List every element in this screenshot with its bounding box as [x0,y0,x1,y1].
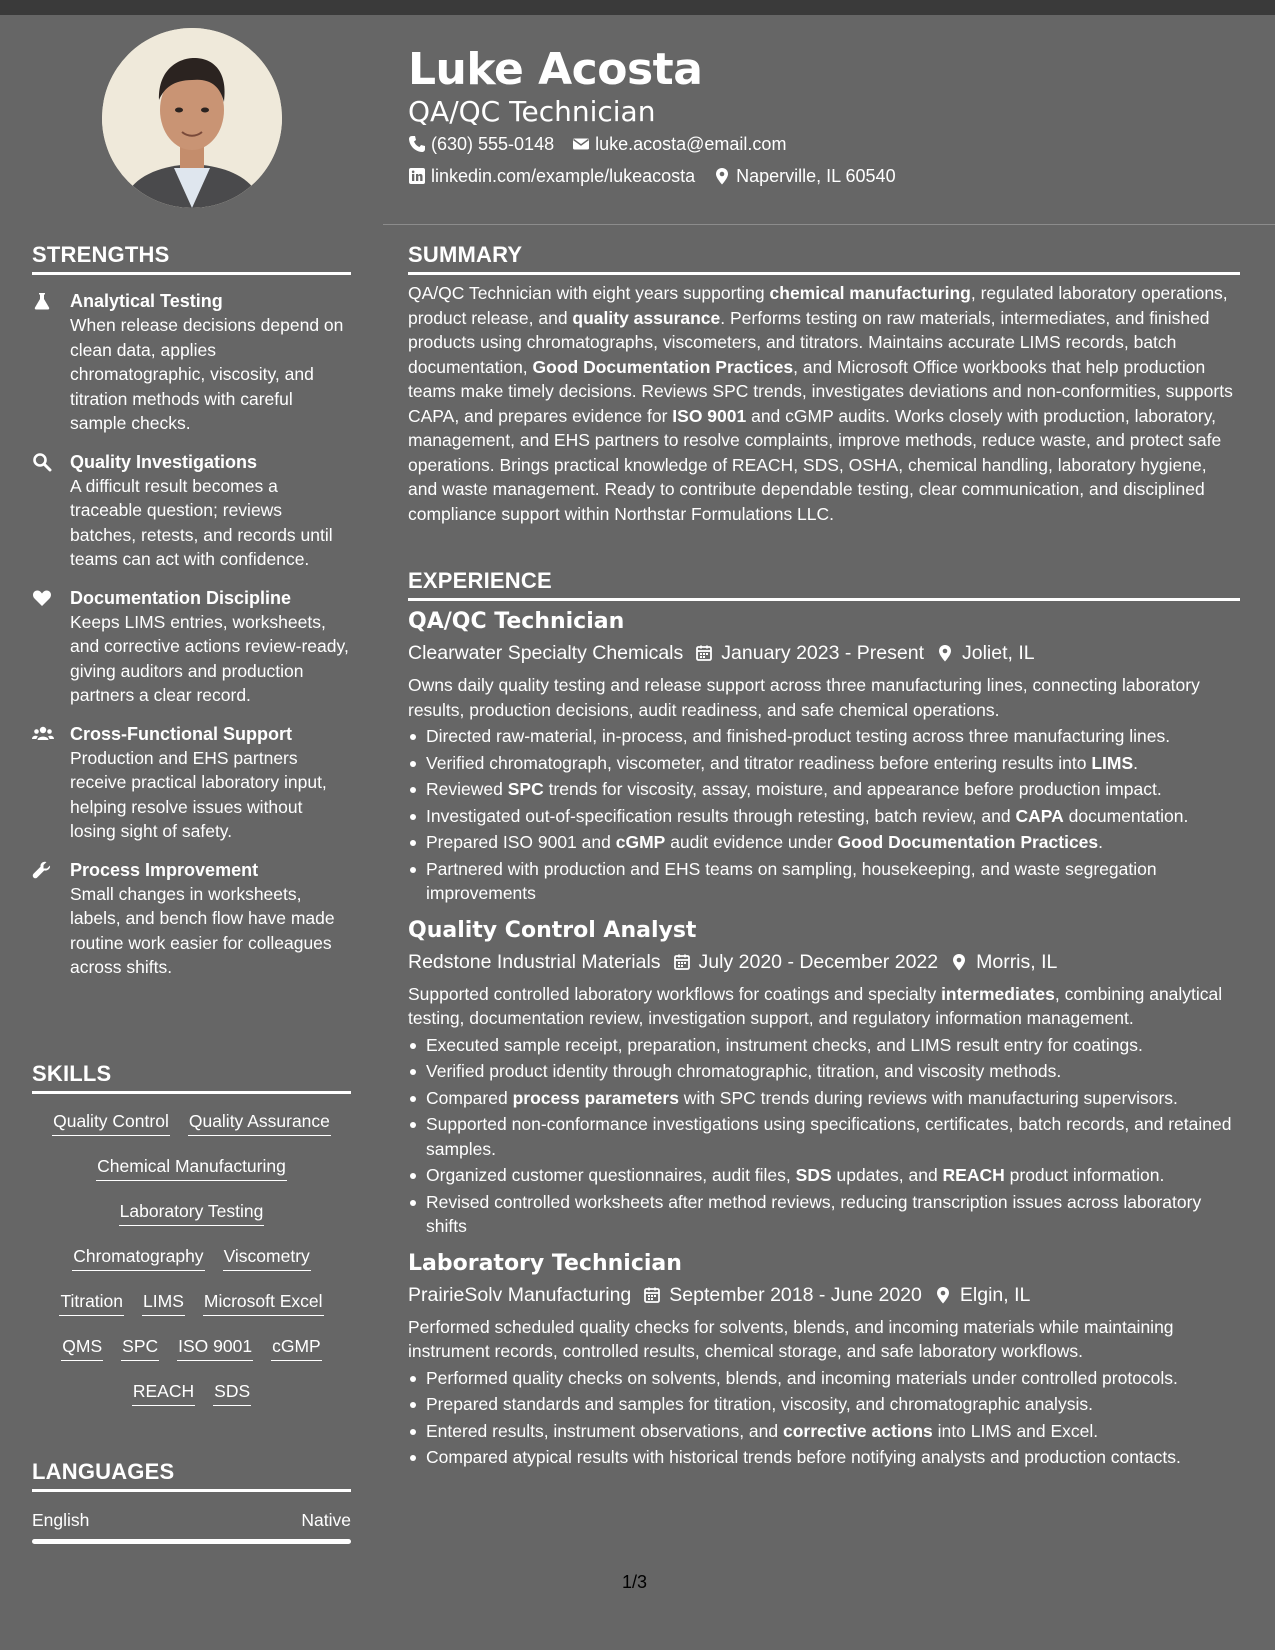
phone-contact[interactable] [408,132,554,156]
contact-line-2 [408,164,896,188]
emphasized-text: chemical manufacturing [769,283,971,303]
strength-description: When release decisions depend on clean data, applies chromatographic, viscosity, and titration methods with careful sample checks. [70,315,344,433]
skill-chip: SDS [213,1380,251,1406]
skill-chip: Laboratory Testing [119,1200,265,1226]
text-segment: and cGMP audits. Works closely with production, laboratory, management, and EHS partners to resolve complaints, improve methods, reduce waste, and protect safe operations. Brings practical knowledge of REACH, SDS, OSHA, chemical handling, laboratory hygiene, and waste management. Ready to contribute dependable testing, clear communication, and disciplined compliance support within Northstar Formulations LLC. [408,405,1222,524]
job-bullets [408,1033,1240,1239]
job-dates: January 2023 - Present [721,642,924,664]
skill-chip: LIMS [142,1290,185,1316]
text-segment: trends for viscosity, assay, moisture, and appearance before production impact. [543,779,1162,799]
text-segment: Reviewed [426,779,508,799]
flask-icon [32,289,70,436]
skill-chip: SPC [121,1335,159,1361]
text-segment: Supported non-conformance investigations using specifications, certificates, batch records, and retained samples. [426,1114,1232,1159]
experience-title: EXPERIENCE [408,568,1240,601]
job-title: QA/QC Technician [408,609,625,634]
bullet-item [408,1059,1240,1084]
search-icon [32,450,70,572]
linkedin-url: linkedin.com/example/lukeacosta [431,166,696,186]
bullet-item [408,804,1240,829]
emphasized-text: process parameters [512,1087,679,1108]
bullet-item [408,1033,1240,1058]
language-proficiency-bar [32,1539,351,1544]
bullet-item [408,1086,1240,1111]
location-contact [713,164,895,188]
bullet-item [408,857,1240,906]
phone-number: (630) 555-0148 [431,134,555,154]
text-segment: Directed raw-material, in-process, and finished-product testing across three manufacturing lines. [426,726,1171,746]
heart-icon [32,586,70,708]
top-bar [0,0,1275,15]
company-name: Clearwater Specialty Chemicals [408,642,684,664]
skill-chip: REACH [132,1380,195,1406]
skill-row [32,1335,351,1380]
strength-item [32,722,351,844]
text-segment: . [1098,832,1104,852]
map-pin-icon [936,644,954,662]
job-dates: July 2020 - December 2022 [698,950,939,973]
skill-row [32,1155,351,1200]
skill-chip: Chromatography [72,1245,204,1271]
email-contact[interactable] [572,132,786,156]
emphasized-text: LIMS [1091,752,1134,773]
bullet-item [408,1445,1240,1470]
strength-description: Production and EHS partners receive practical laboratory input, helping resolve issues without losing sight of safety. [70,747,327,841]
strength-title: Analytical Testing [70,291,223,311]
skill-row [32,1110,351,1155]
bullet-item [408,1419,1240,1444]
strength-item [32,450,351,572]
header-divider [383,224,1275,225]
email-address: luke.acosta@email.com [595,134,787,154]
job-intro [408,1315,1240,1364]
text-segment: Supported controlled laboratory workflows for coatings and specialty [408,983,942,1004]
summary-section [408,242,1240,526]
skill-chip: QMS [61,1335,103,1361]
job-list [408,607,1240,1470]
job-entry [408,916,1240,1239]
text-segment: Verified chromatograph, viscometer, and titrator readiness before entering results into [426,752,1092,773]
job-entry [408,1249,1240,1470]
strength-description: A difficult result becomes a traceable question; reviews batches, retests, and records until teams can act with confidence. [70,475,333,569]
skill-chip: Quality Control [52,1110,170,1136]
wrench-icon [32,858,70,980]
text-segment: Compared atypical results with historical trends before notifying analysts and production contacts. [426,1447,1181,1467]
bullet-item [408,1190,1240,1239]
text-segment: Prepared ISO 9001 and [426,832,616,852]
text-segment: Owns daily quality testing and release support across three manufacturing lines, connecting laboratory results, production decisions, audit readiness, and safe chemical operations. [408,675,1200,720]
language-name: English [32,1510,90,1530]
text-segment: Compared [426,1087,513,1108]
language-row [32,1510,351,1531]
job-location: Elgin, IL [959,1283,1031,1306]
skills-title: SKILLS [32,1061,351,1094]
skill-row [32,1380,351,1425]
calendar-icon [695,644,713,662]
emphasized-text: CAPA [1015,805,1064,826]
job-bullets [408,724,1240,906]
page-number: 1/3 [622,1572,648,1592]
emphasized-text: Good Documentation Practices [532,356,794,377]
text-segment: Investigated out-of-specification results through retesting, batch review, and [426,805,1016,826]
text-segment: Performed scheduled quality checks for solvents, blends, and incoming materials while maintaining instrument records, controlled results, chemical storage, and safe laboratory workflows. [408,1316,1174,1361]
strength-title: Process Improvement [70,859,259,880]
envelope-icon [572,135,590,153]
job-bullets [408,1366,1240,1470]
strength-description: Small changes in worksheets, labels, and bench flow have made routine work easier for colleagues across shifts. [70,883,335,977]
text-segment: . [1133,752,1139,773]
strength-item [32,858,351,980]
emphasized-text: quality assurance [572,307,721,328]
strength-item [32,586,351,708]
emphasized-text: REACH [942,1165,1005,1185]
text-segment: with SPC trends during reviews with manufacturing supervisors. [678,1087,1178,1108]
skill-chip: Microsoft Excel [203,1290,324,1316]
skill-chip: cGMP [271,1335,322,1361]
profile-photo [102,28,282,208]
candidate-name: Luke Acosta [408,44,703,95]
strength-title: Cross-Functional Support [70,723,292,744]
linkedin-contact[interactable] [408,164,695,188]
strength-description: Keeps LIMS entries, worksheets, and corrective actions review-ready, giving auditors and production partners a clear record. [70,611,349,705]
bullet-item [408,724,1240,749]
bullet-item [408,1392,1240,1417]
emphasized-text: SPC [507,779,544,799]
text-segment: Revised controlled worksheets after method reviews, reducing transcription issues across laboratory shifts [426,1191,1202,1236]
summary-paragraph [408,281,1240,526]
company-name: PrairieSolv Manufacturing [408,1283,632,1306]
calendar-icon [673,953,691,971]
skill-row [32,1200,351,1245]
emphasized-text: corrective actions [783,1420,933,1441]
calendar-icon [643,1286,661,1304]
job-meta [408,639,1240,667]
linkedin-icon [408,167,426,185]
experience-section [408,568,1240,1470]
job-location: Joliet, IL [961,642,1035,664]
emphasized-text: ISO 9001 [672,405,747,426]
bullet-item [408,777,1240,802]
skill-list [32,1110,351,1425]
job-title: Laboratory Technician [408,1250,682,1276]
text-segment: audit evidence under [665,832,838,852]
skill-row [32,1290,351,1335]
job-entry [408,607,1240,906]
text-segment: Entered results, instrument observations, and [426,1420,783,1441]
strengths-section [32,242,351,980]
strength-title: Quality Investigations [70,451,258,472]
text-segment: , regulated laboratory operations, product release, and [408,283,1228,328]
bullet-item [408,751,1240,776]
job-meta [408,1281,1240,1309]
skills-section [32,1061,351,1425]
map-pin-icon [950,953,968,971]
text-segment: product information. [1004,1165,1165,1185]
company-name: Redstone Industrial Materials [408,950,661,973]
location-text: Naperville, IL 60540 [736,166,896,186]
skill-chip: Titration [59,1290,124,1316]
emphasized-text: Good Documentation Practices [837,832,1099,852]
job-title: Quality Control Analyst [408,917,697,943]
emphasized-text: SDS [795,1165,832,1185]
text-segment: into LIMS and Excel. [932,1420,1099,1441]
skill-chip: Quality Assurance [188,1110,331,1136]
text-segment: Prepared standards and samples for titration, viscosity, and chromatographic analysis. [426,1394,1093,1414]
phone-icon [408,135,426,153]
text-segment: Performed quality checks on solvents, blends, and incoming materials under controlled protocols. [426,1367,1178,1388]
bullet-item [408,1112,1240,1161]
text-segment: Partnered with production and EHS teams on sampling, housekeeping, and waste segregation improvements [426,858,1157,903]
strength-title: Documentation Discipline [70,587,292,608]
text-segment: . Performs testing on raw materials, intermediates, and finished products using chromatographs, viscometers, and titrators. Maintains accurate LIMS records, batch documentation, [408,307,1210,377]
emphasized-text: cGMP [615,832,666,852]
job-dates: September 2018 - June 2020 [669,1283,922,1306]
summary-title: SUMMARY [408,242,1240,275]
skill-chip: ISO 9001 [177,1335,253,1361]
contact-line-1 [408,132,786,156]
text-segment: Organized customer questionnaires, audit files, [426,1165,796,1185]
job-meta [408,948,1240,976]
map-pin-icon [934,1286,952,1304]
text-segment: updates, and [831,1165,943,1185]
language-level: Native [301,1510,351,1530]
text-segment: Verified product identity through chromatographic, titration, and viscosity methods. [426,1061,1062,1081]
bullet-item [408,830,1240,855]
strength-item [32,289,351,436]
job-intro [408,982,1240,1031]
text-segment: , and Microsoft Office workbooks that help production teams make timely decisions. Reviews SPC trends, investigates deviations and non-conformities, supports CAPA, and prepares evidence for [408,356,1233,426]
job-intro [408,673,1240,722]
map-pin-icon [713,167,731,185]
text-segment: Executed sample receipt, preparation, instrument checks, and LIMS result entry for coatings. [426,1034,1143,1055]
text-segment: QA/QC Technician with eight years supporting [408,283,770,303]
text-segment: documentation. [1063,805,1189,826]
users-icon [32,722,70,844]
text-segment: , combining analytical testing, documentation review, investigation support, and regulatory information management. [408,983,1223,1028]
bullet-item [408,1366,1240,1391]
languages-section [32,1459,351,1544]
skill-chip: Viscometry [223,1245,311,1271]
strengths-title: STRENGTHS [32,242,351,275]
languages-title: LANGUAGES [32,1459,351,1492]
skill-row [32,1245,351,1290]
candidate-headline: QA/QC Technician [408,95,656,128]
emphasized-text: intermediates [941,983,1055,1004]
skill-chip: Chemical Manufacturing [96,1155,287,1181]
bullet-item [408,1163,1240,1188]
job-location: Morris, IL [976,950,1058,973]
